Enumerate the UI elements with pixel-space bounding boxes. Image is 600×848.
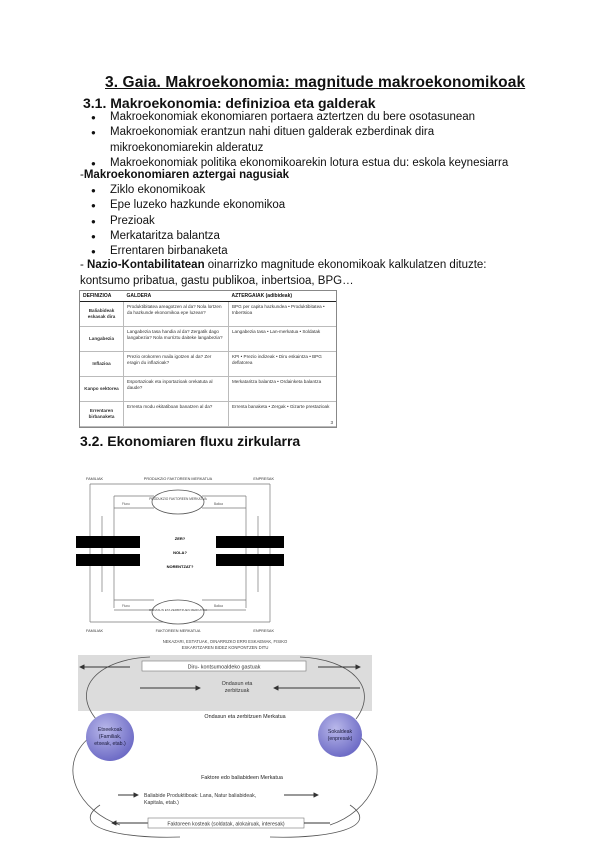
page-title: 3. Gaia. Makroekonomia: magnitude makroekonomikoak: [105, 74, 526, 91]
list-item: ● Ziklo ekonomikoak: [83, 183, 483, 198]
flow-label: Fluxu: [122, 604, 130, 608]
list-item: ● Errentaren birbanaketa: [83, 244, 483, 259]
list-item: ● Epe luzeko hazkunde ekonomikoa: [83, 198, 483, 213]
question-what: ZER?: [174, 536, 186, 541]
table-header: AZTERGAIAK (adibideak): [228, 291, 336, 302]
goods-label-1: Ondasun eta: [221, 681, 253, 687]
redaction-block: [76, 536, 140, 548]
goods-label-2: zerbitzuak: [224, 688, 250, 694]
bottom-flow-label: Faktoreen kosteak (soldatak, alokairuak, interesak): [167, 821, 285, 828]
question-for-whom: NORENTZAT?: [166, 564, 194, 569]
table-row: Baliabideak eskasak dira Produktibitatea areagotzen al da? Nola lortzen da hazkunde ekonomikoa epe luzean? BPG per capita hazkundea • Produktibitatea • Inbertsioa: [80, 302, 336, 327]
value-label: Balioa: [214, 502, 223, 506]
households-label-1: Etxeekoak: [97, 727, 123, 733]
topics-bullet-list: [83, 183, 483, 259]
table-header: DEFINIZIOA: [80, 291, 124, 302]
table-row: Kanpo sektorea Esportazioak eta inportazioak orekatuta al daude? Merkataritza balantza • Ordainketa balantza: [80, 377, 336, 402]
flow-label: Fluxu: [122, 502, 130, 506]
markets-flow-diagram: [60, 637, 390, 843]
topics-subheading: -Makroekonomiaren aztergai nagusiak: [80, 169, 289, 181]
macro-topics-table: [79, 290, 337, 428]
section-2-heading: 3.2. Ekonomiaren fluxu zirkularra: [80, 433, 301, 449]
firms-label-1: Sokaldeak: [327, 729, 353, 735]
value-label: Balioa: [214, 604, 223, 608]
top-right-label: ENPRESAK: [253, 477, 274, 481]
households-label-2: (Familiak,: [98, 734, 122, 740]
list-item: ● Makroekonomiak erantzun nahi dituen galderak ezberdinak dira mikroekonomiarekin alderatuz: [83, 125, 523, 156]
redaction-block: [216, 536, 284, 548]
bottom-oval-label: ONDASUN ETA ZERBITZUEN MERKATUA: [148, 608, 208, 612]
bottom-right-label: ENPRESAK: [253, 629, 274, 633]
top-center-label: PRODUKZIO FAKTOREEN MERKATUA: [143, 477, 213, 481]
factor-flow-label-2: Kapitala, etab.): [144, 800, 179, 806]
caption-line-2: ESKARITZAREN BIDEZ KONPONTZEN DITU: [181, 645, 269, 650]
circular-flow-diagram: [74, 474, 286, 636]
bottom-left-label: FAMILIAK: [86, 629, 104, 633]
top-flow-label: Diru- kontsumoaldeko gastuak: [187, 664, 261, 671]
list-item: ● Merkataritza balantza: [83, 229, 483, 244]
factor-flow-label-1: Baliabide Produktiboak: Lana, Natur baliabideak,: [144, 793, 257, 799]
firms-label-2: (enpresak): [327, 736, 353, 742]
page-number: 3: [330, 420, 333, 426]
list-item: ● Makroekonomiak politika ekonomikoarekin lotura estua du: eskola keynesiarra: [83, 156, 523, 171]
households-label-3: etxeak, etab.): [94, 741, 126, 747]
top-left-label: FAMILIAK: [86, 477, 104, 481]
list-item: ● Makroekonomiak ekonomiaren portaera aztertzen du bere osotasunean: [83, 110, 523, 125]
caption-line-1: NEKAZARI, ESTATUAK, OINARRIZKO ERRI ESKAEMAK, FISIKO: [162, 639, 288, 644]
factor-market-oval: [152, 490, 204, 514]
question-how: NOLA?: [173, 550, 187, 555]
goods-market-label: Ondasun eta zerbitzuen Merkatua: [204, 714, 286, 720]
nazio-kontabilitatea-paragraph: - Nazio-Kontabilitatean oinarrizko magnitude ekonomikoak kalkulatzen dituzte: kontsumo pribatua, gastu publikoa, inbertsioa, BPG…: [80, 259, 487, 287]
definition-bullet-list: [83, 110, 523, 171]
firms-circle: [318, 713, 362, 757]
redaction-block: [216, 554, 284, 566]
factor-market-label: Faktore edo baliabideen Merkatua: [201, 775, 283, 781]
redaction-block: [76, 554, 140, 566]
bottom-center-label: FAKTOREEN MERKATUA: [155, 629, 201, 633]
list-item: ● Prezioak: [83, 214, 483, 229]
goods-market-oval: [152, 600, 204, 624]
section-1-heading: 3.1. Makroekonomia: definizioa eta galderak: [83, 95, 376, 111]
table-row: Errentaren birbanaketa Errenta modu ekitatiboan banatzen al da? Errenta banaketa • Zergak • Gizarte prestazioak: [80, 402, 336, 427]
table-row: Inflazioa Prezio orokorren maila igotzen al da? Zer eragin du inflazioak? KPI • Prezio indizeak • Diru eskaintza • BPG deflatorea: [80, 352, 336, 377]
table-header: GALDERA: [124, 291, 229, 302]
table-row: Langabezia Langabezia tasa handia al da? Zergatik dago langabezia? Nola murriztu daiteke langabezia? Langabezia tasa • Lan-merkatua • Soldatak: [80, 327, 336, 352]
top-oval-label: PRODUKZIO FAKTOREEN MERKATUA: [149, 497, 207, 501]
